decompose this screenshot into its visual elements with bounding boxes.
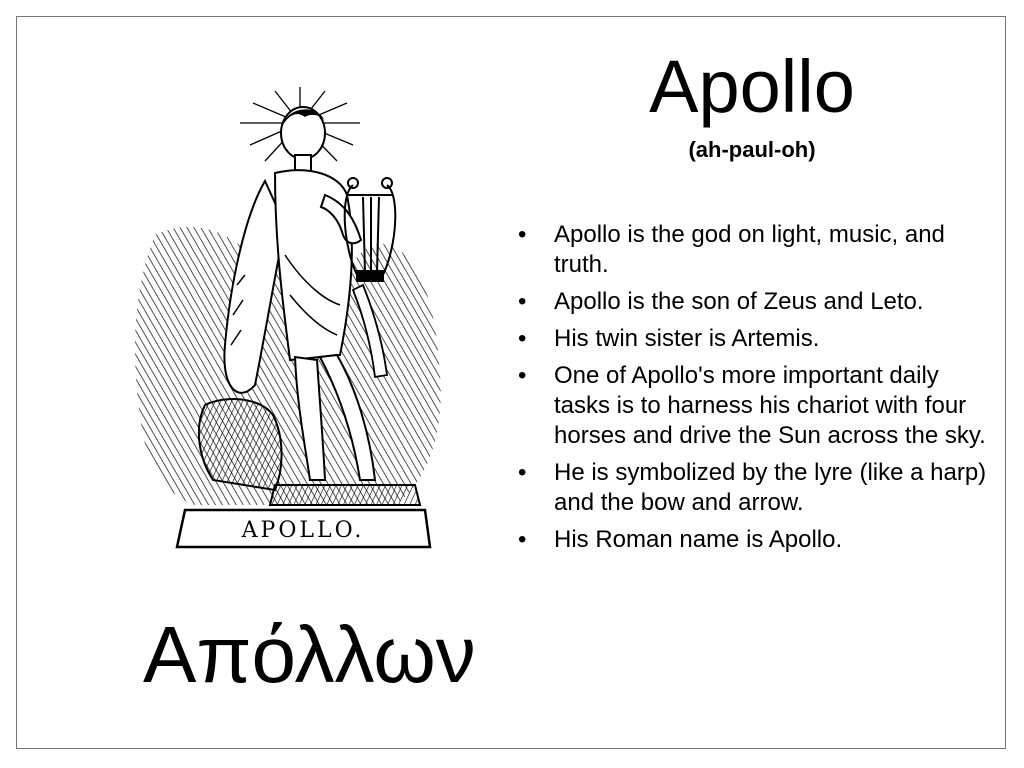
list-item: • Apollo is the god on light, music, and truth. bbox=[512, 220, 992, 280]
list-item: • His Roman name is Apollo. bbox=[512, 525, 992, 555]
apollo-statue-illustration bbox=[125, 85, 465, 555]
list-item: • His twin sister is Artemis. bbox=[512, 324, 992, 354]
slide-title: Apollo bbox=[649, 45, 855, 128]
list-item: • He is symbolized by the lyre (like a harp) and the bow and arrow. bbox=[512, 458, 992, 518]
list-item: • One of Apollo's more important daily tasks is to harness his chariot with four horses and drive the Sun across the sky. bbox=[512, 361, 992, 451]
list-item: • Apollo is the son of Zeus and Leto. bbox=[512, 287, 992, 317]
fact-list bbox=[512, 220, 992, 562]
greek-name: Απόλλων bbox=[143, 610, 476, 699]
slide bbox=[16, 16, 1006, 749]
statue-body bbox=[275, 170, 352, 360]
rock-base bbox=[199, 399, 282, 490]
plinth-label: APOLLO. bbox=[241, 518, 365, 543]
pronunciation: (ah-paul-oh) bbox=[688, 137, 816, 162]
